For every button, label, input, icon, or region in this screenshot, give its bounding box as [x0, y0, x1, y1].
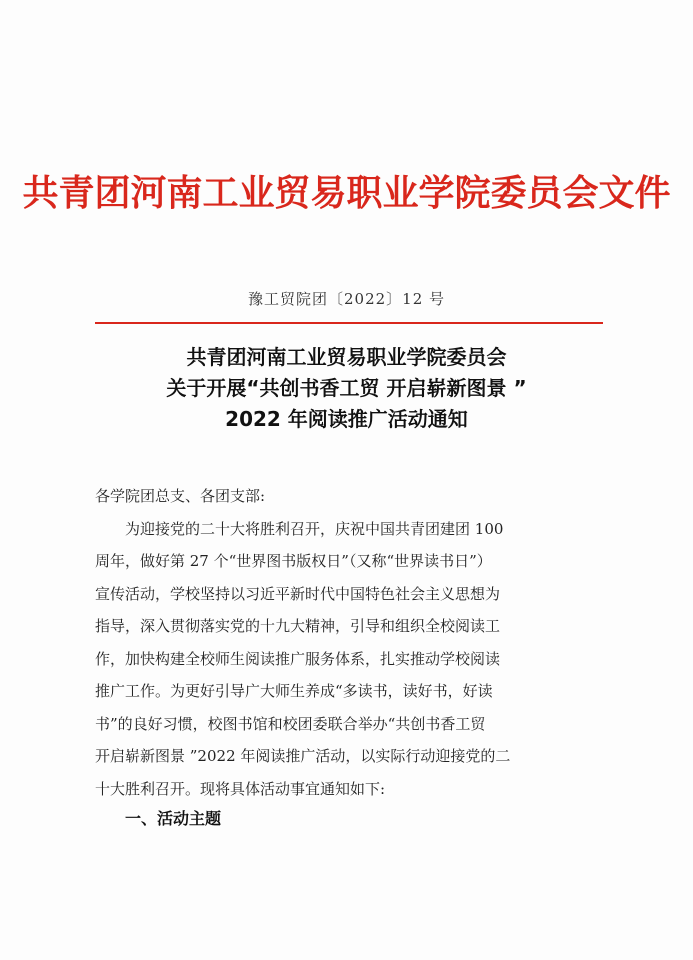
notice-body [95, 480, 605, 805]
paragraph-line: 周年，做好第 27 个“世界图书版权日”（又称“世界读书日”） [95, 552, 492, 570]
paragraph-line: 为迎接党的二十大将胜利召开，庆祝中国共青团建团 100 [125, 519, 504, 538]
paragraph-line: 推广工作。为更好引导广大师生养成“多读书，读好书，好读 [95, 682, 493, 700]
notice-title-line: 2022 年阅读推广活动通知 [225, 407, 468, 431]
paragraph-line: 作，加快构建全校师生阅读推广服务体系，扎实推动学校阅读 [95, 649, 501, 668]
red-divider-line [95, 322, 603, 324]
section-heading: 一、活动主题 [125, 809, 222, 828]
paragraph-line: 书”的良好习惯，校图书馆和校团委联合举办“共创书香工贸 [95, 714, 486, 733]
paragraph-line: 开启崭新图景 ”2022 年阅读推广活动，以实际行动迎接党的二 [95, 747, 511, 765]
document-number: 豫工贸院团〔2022〕12 号 [247, 290, 446, 308]
document-header-title: 共青团河南工业贸易职业学院委员会文件 [22, 173, 671, 214]
notice-title-line: 关于开展“共创书香工贸 开启崭新图景 ” [166, 376, 527, 400]
paragraph-line: 十大胜利召开。现将具体活动事宜通知如下: [95, 779, 386, 798]
notice-title [0, 342, 693, 435]
paragraph-line: 宣传活动，学校坚持以习近平新时代中国特色社会主义思想为 [95, 584, 501, 603]
paragraph-line: 指导，深入贯彻落实党的十九大精神，引导和组织全校阅读工 [95, 617, 501, 635]
salutation: 各学院团总支、各团支部: [95, 487, 266, 505]
notice-title-line: 共青团河南工业贸易职业学院委员会 [186, 345, 507, 369]
